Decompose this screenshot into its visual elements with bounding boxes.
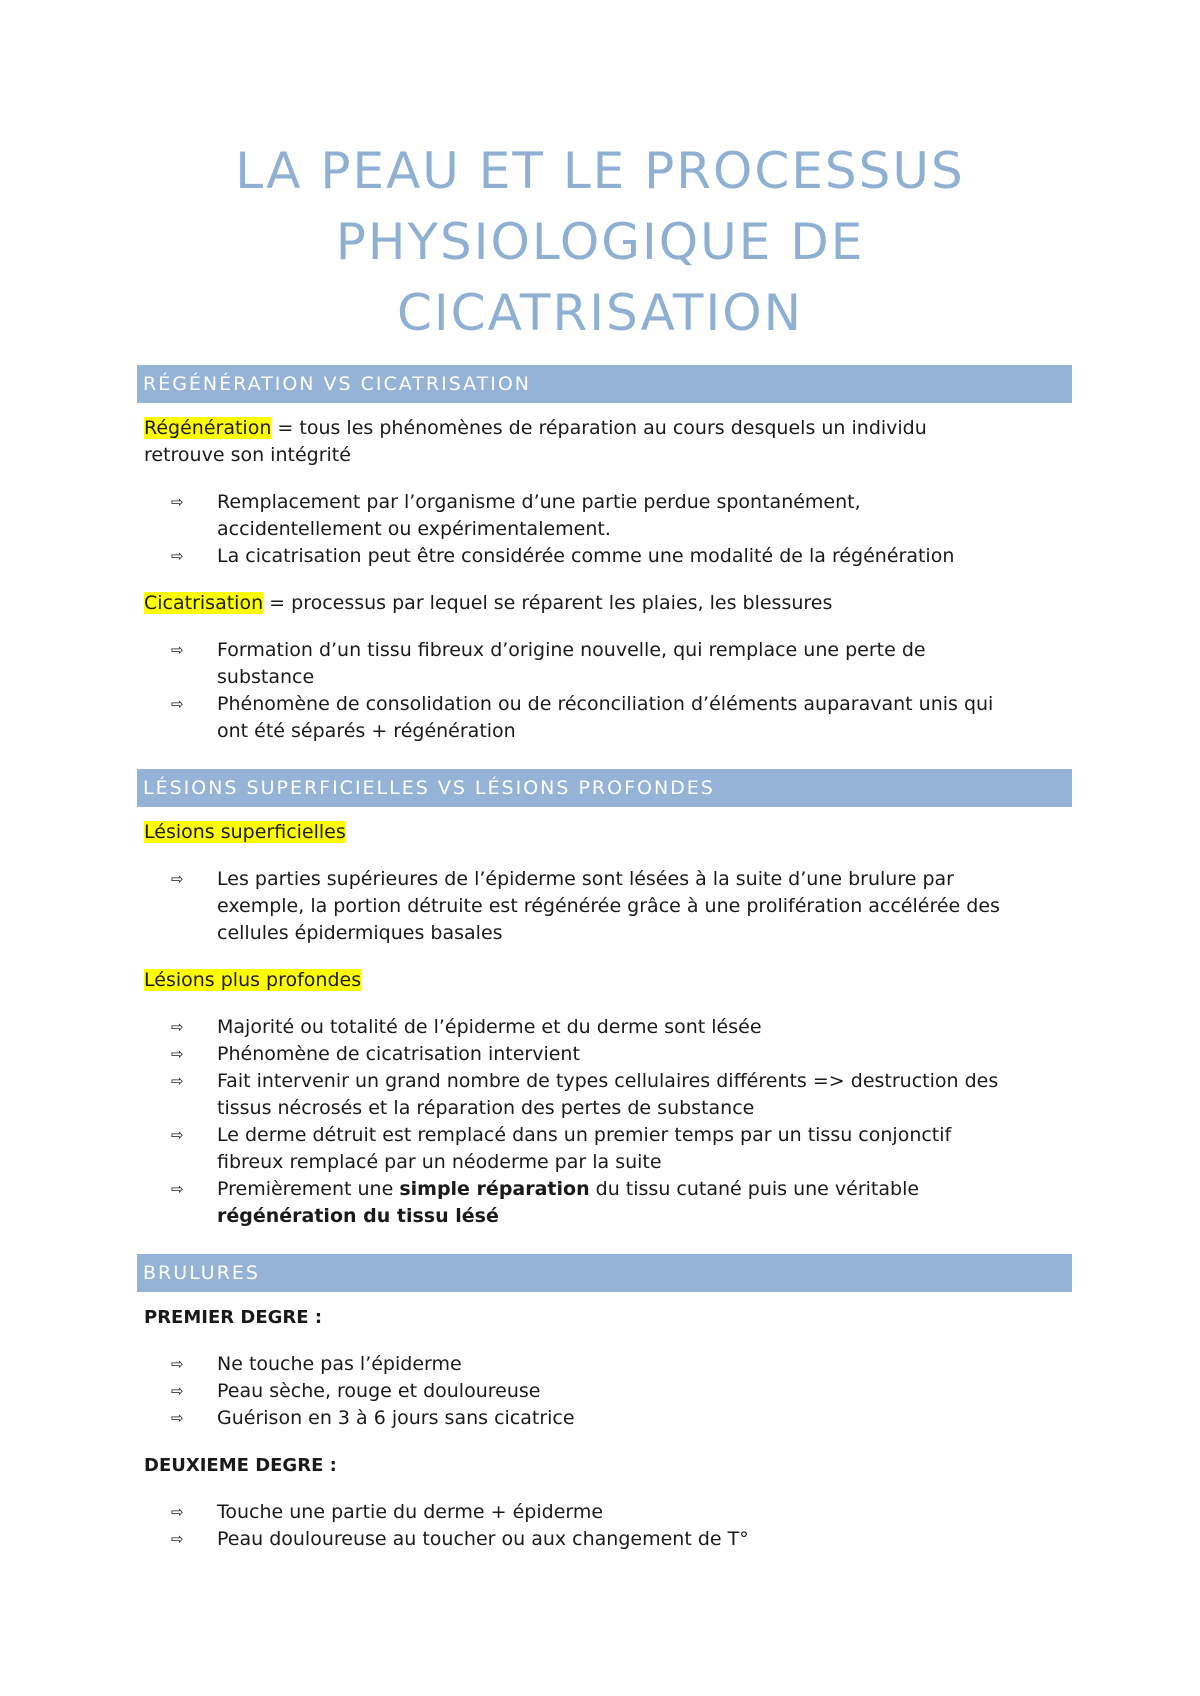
definition-cicatrisation bbox=[137, 590, 1072, 617]
highlighted-term: Cicatrisation bbox=[144, 592, 264, 614]
bullet-list bbox=[137, 637, 1072, 745]
highlighted-term: Régénération bbox=[144, 417, 272, 439]
bullet-list bbox=[137, 866, 1072, 947]
document-body bbox=[137, 365, 1072, 1553]
bold-text-segment: régénération du tissu lésé bbox=[217, 1205, 499, 1227]
list-item bbox=[217, 866, 1072, 947]
arrow-bullet-icon bbox=[171, 1068, 191, 1095]
title-line: PHYSIOLOGIQUE DE bbox=[335, 213, 865, 271]
arrow-bullet-icon bbox=[171, 691, 191, 718]
list-item bbox=[217, 543, 1072, 570]
arrow-bullet-icon bbox=[171, 1499, 191, 1526]
paragraph-line bbox=[144, 590, 1072, 617]
list-item-line: accidentellement ou expérimentalement. bbox=[217, 518, 611, 540]
arrow-bullet-icon bbox=[171, 1351, 191, 1378]
list-item bbox=[217, 1526, 1072, 1553]
list-item bbox=[217, 489, 1072, 543]
paragraph-line bbox=[144, 415, 1072, 442]
arrow-bullet-icon bbox=[171, 866, 191, 893]
definition-text: = tous les phénomènes de réparation au cours desquels un individu bbox=[277, 417, 927, 439]
arrow-bullet-icon bbox=[171, 543, 191, 570]
degree-label: PREMIER DEGRE : bbox=[144, 1307, 323, 1328]
bullet-list bbox=[137, 489, 1072, 570]
arrow-bullet-icon bbox=[171, 489, 191, 516]
list-item-line: Fait intervenir un grand nombre de types cellulaires différents => destruction des bbox=[217, 1070, 999, 1092]
list-item-line: Touche une partie du derme + épiderme bbox=[217, 1501, 604, 1523]
list-item-line: Phénomène de consolidation ou de réconciliation d’éléments auparavant unis qui bbox=[217, 693, 994, 715]
subheading-premier-degre bbox=[137, 1304, 1072, 1331]
bold-text-segment: simple réparation bbox=[399, 1178, 590, 1200]
list-item bbox=[217, 691, 1072, 745]
list-item-line: exemple, la portion détruite est régénérée grâce à une prolifération accélérée des bbox=[217, 895, 1000, 917]
list-item bbox=[217, 1499, 1072, 1526]
arrow-bullet-icon bbox=[171, 1014, 191, 1041]
list-item-line: fibreux remplacé par un néoderme par la suite bbox=[217, 1151, 662, 1173]
highlighted-term: Lésions superficielles bbox=[144, 821, 346, 843]
list-item-line: Peau douloureuse au toucher ou aux changement de T° bbox=[217, 1528, 749, 1550]
arrow-bullet-icon bbox=[171, 1526, 191, 1553]
section-brulures bbox=[137, 1254, 1072, 1553]
list-item-line: Les parties supérieures de l’épiderme sont lésées à la suite d’une brulure par bbox=[217, 868, 954, 890]
bullet-list bbox=[137, 1014, 1072, 1230]
section-lesions bbox=[137, 769, 1072, 1230]
list-item bbox=[217, 1068, 1072, 1122]
arrow-bullet-icon bbox=[171, 1378, 191, 1405]
highlighted-term: Lésions plus profondes bbox=[144, 969, 362, 991]
bullet-list bbox=[137, 1351, 1072, 1432]
section-heading: RÉGÉNÉRATION VS CICATRISATION bbox=[137, 365, 1072, 403]
list-item-line: Guérison en 3 à 6 jours sans cicatrice bbox=[217, 1407, 575, 1429]
degree-label: DEUXIEME DEGRE : bbox=[144, 1455, 337, 1476]
list-item-line: Formation d’un tissu fibreux d’origine nouvelle, qui remplace une perte de bbox=[217, 639, 926, 661]
list-item-line: Phénomène de cicatrisation intervient bbox=[217, 1043, 580, 1065]
section-heading: BRULURES bbox=[137, 1254, 1072, 1292]
definition-regeneration bbox=[137, 415, 1072, 469]
arrow-bullet-icon bbox=[171, 1176, 191, 1203]
section-heading: LÉSIONS SUPERFICIELLES VS LÉSIONS PROFONDES bbox=[137, 769, 1072, 807]
list-item bbox=[217, 637, 1072, 691]
list-item bbox=[217, 1176, 1072, 1230]
list-item-line: substance bbox=[217, 666, 315, 688]
paragraph-line bbox=[144, 967, 1072, 994]
bullet-list bbox=[137, 1499, 1072, 1553]
list-item-line: Le derme détruit est remplacé dans un premier temps par un tissu conjonctif bbox=[217, 1124, 952, 1146]
list-item bbox=[217, 1041, 1072, 1068]
paragraph-line bbox=[144, 819, 1072, 846]
title-line: CICATRISATION bbox=[397, 284, 803, 342]
list-item-line: La cicatrisation peut être considérée comme une modalité de la régénération bbox=[217, 545, 955, 567]
paragraph-line: retrouve son intégrité bbox=[144, 444, 351, 466]
definition-text: = processus par lequel se réparent les plaies, les blessures bbox=[269, 592, 833, 614]
list-item bbox=[217, 1122, 1072, 1176]
list-item-line: Ne touche pas l’épiderme bbox=[217, 1353, 462, 1375]
list-item-line: tissus nécrosés et la réparation des pertes de substance bbox=[217, 1097, 755, 1119]
list-item bbox=[217, 1351, 1072, 1378]
list-item-line: cellules épidermiques basales bbox=[217, 922, 503, 944]
subheading-deuxieme-degre bbox=[137, 1452, 1072, 1479]
text-segment: Premièrement une bbox=[217, 1178, 394, 1200]
arrow-bullet-icon bbox=[171, 1041, 191, 1068]
list-item bbox=[217, 1378, 1072, 1405]
list-item bbox=[217, 1014, 1072, 1041]
subheading-lesions-superficielles bbox=[137, 819, 1072, 846]
arrow-bullet-icon bbox=[171, 637, 191, 664]
list-item-line: Remplacement par l’organisme d’une partie perdue spontanément, bbox=[217, 491, 861, 513]
arrow-bullet-icon bbox=[171, 1405, 191, 1432]
list-item-line: Peau sèche, rouge et douloureuse bbox=[217, 1380, 541, 1402]
subheading-lesions-profondes bbox=[137, 967, 1072, 994]
list-item-line: ont été séparés + régénération bbox=[217, 720, 516, 742]
list-item-line bbox=[217, 1203, 1072, 1230]
section-regeneration-vs-cicatrisation bbox=[137, 365, 1072, 745]
arrow-bullet-icon bbox=[171, 1122, 191, 1149]
list-item-line: Majorité ou totalité de l’épiderme et du derme sont lésée bbox=[217, 1016, 762, 1038]
list-item-line bbox=[217, 1176, 1072, 1203]
list-item bbox=[217, 1405, 1072, 1432]
text-segment: du tissu cutané puis une véritable bbox=[595, 1178, 920, 1200]
title-line: LA PEAU ET LE PROCESSUS bbox=[235, 142, 965, 200]
document-title bbox=[0, 136, 1200, 349]
